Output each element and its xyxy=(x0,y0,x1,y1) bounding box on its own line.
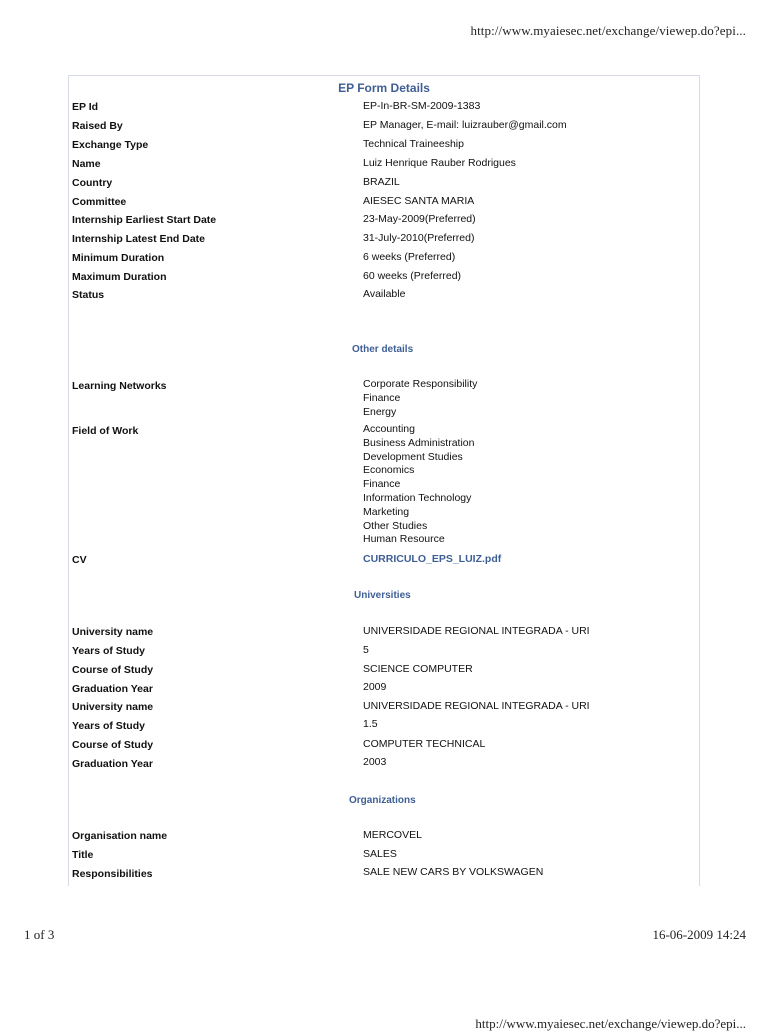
section-heading-other-details: Other details xyxy=(352,344,414,355)
field-value-graduation-year: 2003 xyxy=(363,756,387,768)
field-value-university-name: UNIVERSIDADE REGIONAL INTEGRADA - URI xyxy=(363,625,590,637)
list-item: Finance xyxy=(363,478,401,491)
field-value-years-of-study: 1.5 xyxy=(363,718,378,730)
field-label-exchange-type: Exchange Type xyxy=(72,139,149,151)
field-label-field-of-work: Field of Work xyxy=(72,425,139,437)
field-value-latest-end: 31-July-2010(Preferred) xyxy=(363,232,475,244)
next-page-header-url: http://www.myaiesec.net/exchange/viewep.do?epi... xyxy=(475,1016,746,1031)
page-number: 1 of 3 xyxy=(24,927,55,942)
field-label-status: Status xyxy=(72,289,105,301)
field-label-course-of-study: Course of Study xyxy=(72,739,154,751)
field-value-ep-id: EP-In-BR-SM-2009-1383 xyxy=(363,100,481,112)
field-label-years-of-study: Years of Study xyxy=(72,720,145,732)
list-item: Human Resource xyxy=(363,533,445,546)
list-item: Information Technology xyxy=(363,491,472,504)
list-item: Marketing xyxy=(363,505,410,518)
section-heading-universities: Universities xyxy=(354,590,411,601)
field-value-max-duration: 60 weeks (Preferred) xyxy=(363,270,462,282)
ep-form-details-panel xyxy=(68,75,700,886)
field-value-min-duration: 6 weeks (Preferred) xyxy=(363,251,456,263)
field-value-earliest-start: 23-May-2009(Preferred) xyxy=(363,213,476,225)
list-item: Finance xyxy=(363,391,401,404)
cv-file-link[interactable]: CURRICULO_EPS_LUIZ.pdf xyxy=(363,553,502,565)
field-label-title: Title xyxy=(72,849,94,861)
list-item: Corporate Responsibility xyxy=(363,378,478,390)
field-label-responsibilities: Responsibilities xyxy=(72,868,153,880)
field-label-course-of-study: Course of Study xyxy=(72,664,154,676)
field-label-raised-by: Raised By xyxy=(72,120,123,132)
field-label-learning-networks: Learning Networks xyxy=(72,380,167,392)
field-value-university-name: UNIVERSIDADE REGIONAL INTEGRADA - URI xyxy=(363,700,590,712)
list-item: Development Studies xyxy=(363,450,463,463)
field-value-years-of-study: 5 xyxy=(363,644,369,656)
field-value-title: SALES xyxy=(363,848,397,860)
list-item: Business Administration xyxy=(363,436,475,449)
field-label-university-name: University name xyxy=(72,701,154,713)
section-heading-organizations: Organizations xyxy=(349,795,416,806)
field-value-organisation-name: MERCOVEL xyxy=(363,829,422,841)
field-label-graduation-year: Graduation Year xyxy=(72,758,153,770)
field-label-latest-end: Internship Latest End Date xyxy=(72,233,206,245)
field-label-graduation-year: Graduation Year xyxy=(72,683,153,695)
list-item: Economics xyxy=(363,464,415,477)
field-value-country: BRAZIL xyxy=(363,176,400,188)
print-timestamp: 16-06-2009 14:24 xyxy=(652,927,746,942)
field-value-status: Available xyxy=(363,288,406,300)
field-value-raised-by: EP Manager, E-mail: luizrauber@gmail.com xyxy=(363,119,567,131)
field-value-committee: AIESEC SANTA MARIA xyxy=(363,195,475,207)
field-label-ep-id: EP Id xyxy=(72,101,99,113)
field-label-max-duration: Maximum Duration xyxy=(72,271,167,283)
field-value-graduation-year: 2009 xyxy=(363,681,387,693)
field-value-name: Luiz Henrique Rauber Rodrigues xyxy=(363,157,516,169)
field-label-earliest-start: Internship Earliest Start Date xyxy=(72,214,217,226)
field-value-exchange-type: Technical Traineeship xyxy=(363,138,464,150)
list-item: Accounting xyxy=(363,423,415,435)
list-item: Energy xyxy=(363,405,397,418)
field-label-country: Country xyxy=(72,177,113,189)
field-label-university-name: University name xyxy=(72,626,154,638)
print-header-url: http://www.myaiesec.net/exchange/viewep.do?epi... xyxy=(470,23,746,38)
field-label-organisation-name: Organisation name xyxy=(72,830,168,842)
field-label-years-of-study: Years of Study xyxy=(72,645,145,657)
field-of-work-list xyxy=(363,423,474,547)
field-value-responsibilities: SALE NEW CARS BY VOLKSWAGEN xyxy=(363,866,544,878)
field-value-course-of-study: SCIENCE COMPUTER xyxy=(363,663,473,675)
list-item: Other Studies xyxy=(363,519,428,532)
field-label-min-duration: Minimum Duration xyxy=(72,252,165,264)
form-title: EP Form Details xyxy=(338,81,430,95)
field-label-name: Name xyxy=(72,158,101,170)
field-value-course-of-study: COMPUTER TECHNICAL xyxy=(363,738,486,750)
field-label-cv: CV xyxy=(72,554,87,566)
learning-networks-list xyxy=(363,378,477,419)
field-label-committee: Committee xyxy=(72,196,127,208)
